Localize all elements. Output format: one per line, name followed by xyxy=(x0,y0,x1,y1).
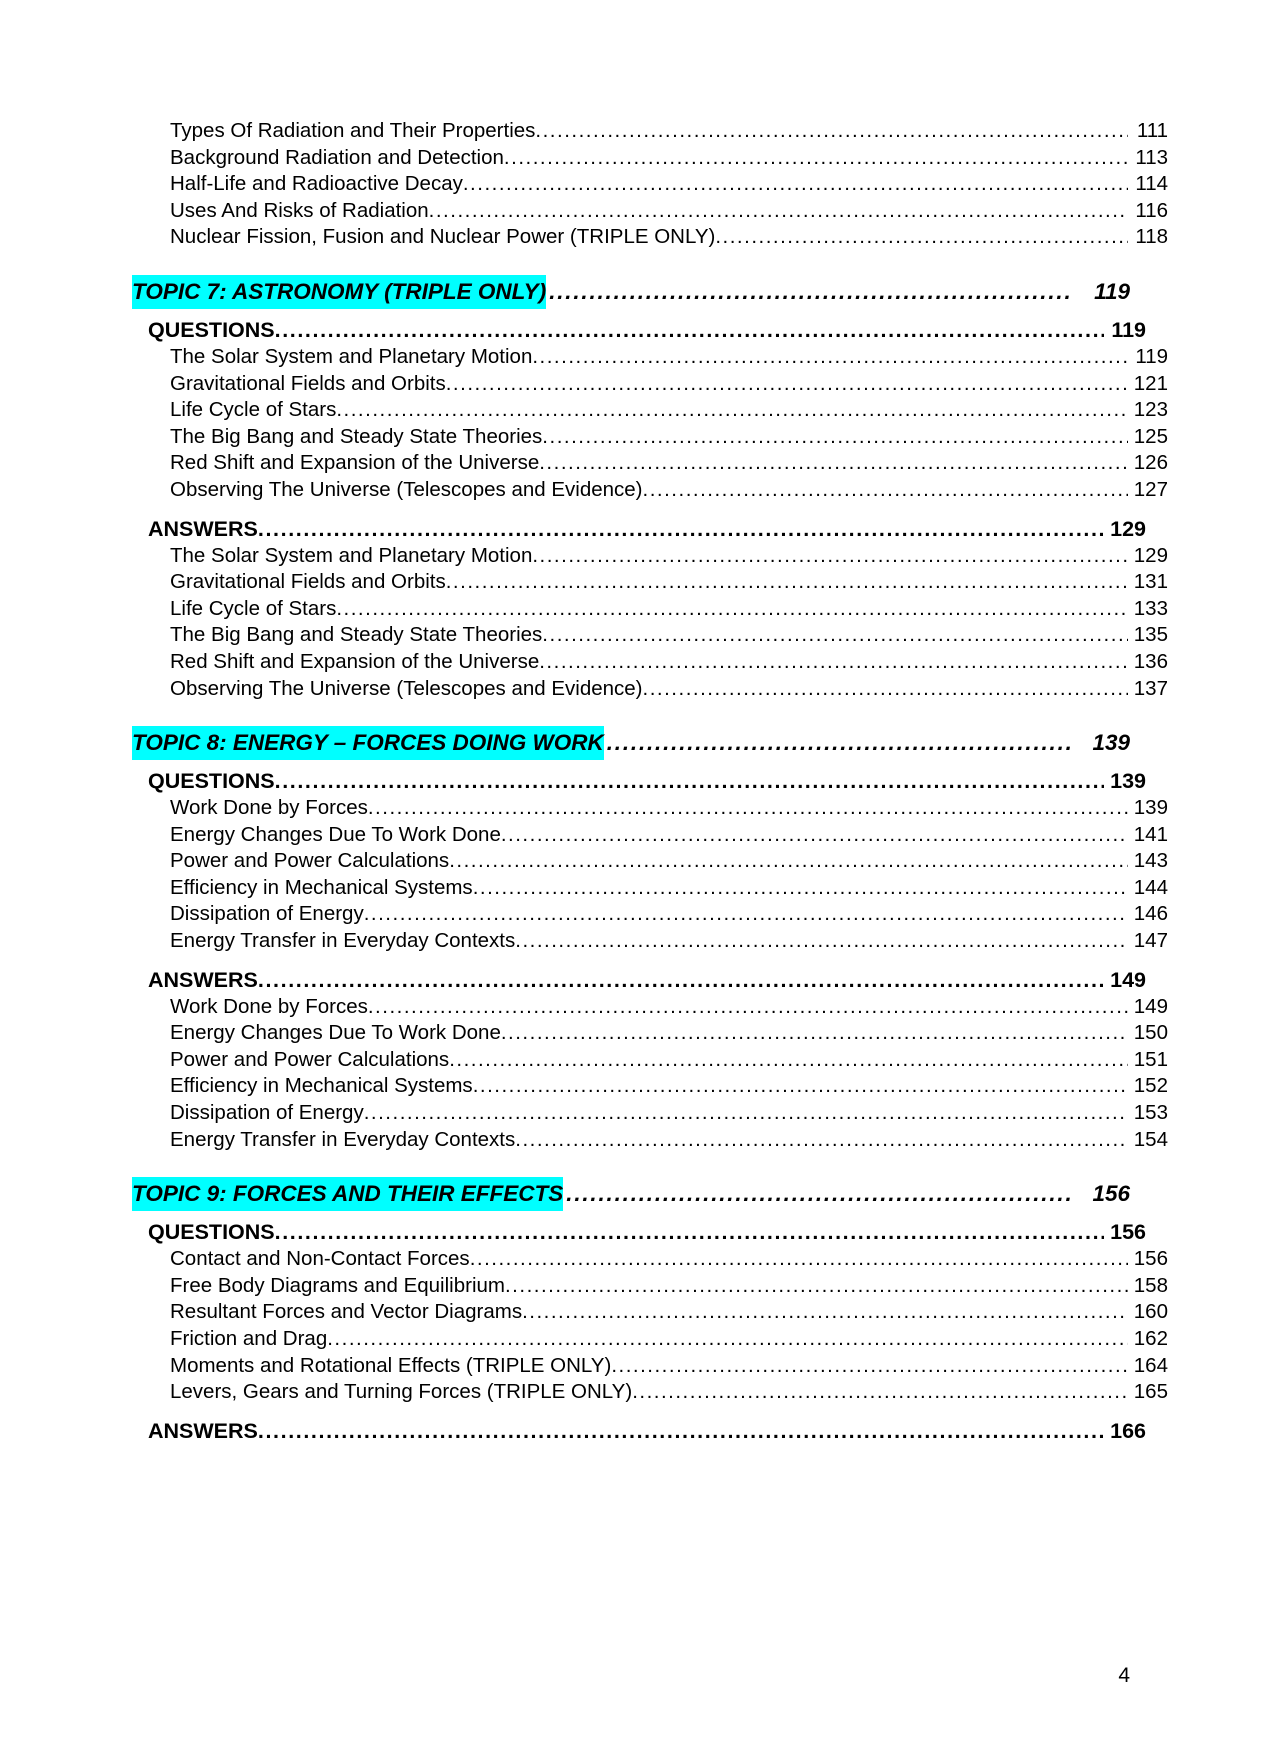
toc-entry-label: Efficiency in Mechanical Systems xyxy=(170,875,473,899)
toc-entry-page: 135 xyxy=(1133,623,1168,647)
toc-entry[interactable] xyxy=(132,1326,1168,1353)
toc-entry[interactable] xyxy=(132,848,1168,875)
toc-entry-label: Red Shift and Expansion of the Universe xyxy=(170,649,540,673)
toc-entry-label: The Big Bang and Steady State Theories xyxy=(170,424,543,448)
dot-leader xyxy=(364,1100,1128,1121)
toc-section-label: QUESTIONS xyxy=(148,1220,275,1245)
toc-entry-page: 152 xyxy=(1133,1074,1168,1098)
toc-entry[interactable] xyxy=(132,901,1168,928)
spacer xyxy=(132,1153,1130,1177)
dot-leader xyxy=(364,901,1128,922)
toc-section-page: 119 xyxy=(1111,317,1146,342)
toc-entry[interactable] xyxy=(132,1100,1168,1127)
dot-leader xyxy=(258,966,1104,988)
toc-section-heading[interactable] xyxy=(132,1417,1146,1445)
toc-entry[interactable] xyxy=(132,994,1168,1021)
toc-topic-page: 156 xyxy=(1092,1181,1130,1207)
toc-topic-label: TOPIC 8: ENERGY – FORCES DOING WORK xyxy=(132,726,604,760)
toc-entry[interactable] xyxy=(132,224,1168,251)
dot-leader xyxy=(504,145,1128,166)
dot-leader xyxy=(429,198,1128,219)
toc-entry-label: Levers, Gears and Turning Forces (TRIPLE ONLY) xyxy=(170,1380,633,1404)
dot-leader xyxy=(473,1073,1128,1094)
toc-entry-page: 126 xyxy=(1133,451,1168,475)
toc-topic-label: TOPIC 7: ASTRONOMY (TRIPLE ONLY) xyxy=(132,275,546,309)
toc-entry-label: Energy Transfer in Everyday Contexts xyxy=(170,929,516,953)
toc-entry-label: Dissipation of Energy xyxy=(170,902,364,926)
toc-entry-label: Life Cycle of Stars xyxy=(170,596,337,620)
toc-section-page: 149 xyxy=(1110,967,1146,992)
toc-entry[interactable] xyxy=(132,118,1168,145)
toc-entry[interactable] xyxy=(132,344,1168,371)
toc-section-page: 166 xyxy=(1110,1418,1146,1443)
toc-entry-page: 160 xyxy=(1133,1300,1168,1324)
toc-entry-page: 147 xyxy=(1133,929,1168,953)
toc-section-heading[interactable] xyxy=(132,515,1146,543)
toc-entry[interactable] xyxy=(132,171,1168,198)
toc-section-label: QUESTIONS xyxy=(148,769,275,794)
toc-entry[interactable] xyxy=(132,622,1168,649)
toc-entry-label: Work Done by Forces xyxy=(170,994,368,1018)
dot-leader xyxy=(470,1246,1128,1267)
dot-leader xyxy=(532,344,1128,365)
toc-entry[interactable] xyxy=(132,649,1168,676)
toc-entry-page: 165 xyxy=(1133,1380,1168,1404)
dot-leader xyxy=(473,875,1128,896)
toc-entry-label: Resultant Forces and Vector Diagrams xyxy=(170,1300,523,1324)
toc-entry-page: 129 xyxy=(1133,543,1168,567)
toc-entry-label: Work Done by Forces xyxy=(170,796,368,820)
toc-entry-label: Observing The Universe (Telescopes and Evidence) xyxy=(170,477,643,501)
spacer xyxy=(132,504,1130,515)
toc-entry[interactable] xyxy=(132,1127,1168,1154)
toc-entry[interactable] xyxy=(132,1246,1168,1273)
dot-leader xyxy=(643,477,1128,498)
spacer xyxy=(132,1406,1130,1417)
toc-section-heading[interactable] xyxy=(132,1218,1146,1246)
spacer xyxy=(132,251,1130,275)
toc-entry[interactable] xyxy=(132,145,1168,172)
toc-entry-page: 149 xyxy=(1133,994,1168,1018)
dot-leader xyxy=(275,1218,1104,1240)
dot-leader xyxy=(449,848,1128,869)
toc-entry-page: 154 xyxy=(1133,1127,1168,1151)
dot-leader xyxy=(258,515,1104,537)
toc-entry-label: The Solar System and Planetary Motion xyxy=(170,344,533,368)
toc-entry-page: 131 xyxy=(1133,570,1168,594)
toc-entry[interactable] xyxy=(132,371,1168,398)
spacer xyxy=(132,702,1130,726)
toc-entry-label: Observing The Universe (Telescopes and Evidence) xyxy=(170,676,643,700)
toc-topic-label: TOPIC 9: FORCES AND THEIR EFFECTS xyxy=(132,1177,563,1211)
dot-leader xyxy=(449,1047,1128,1068)
toc-entry-page: 162 xyxy=(1133,1327,1168,1350)
dot-leader xyxy=(275,767,1104,789)
toc-entry[interactable] xyxy=(132,875,1168,902)
dot-leader xyxy=(532,543,1128,564)
toc-entry-label: Red Shift and Expansion of the Universe xyxy=(170,451,540,475)
dot-leader xyxy=(604,728,1072,751)
toc-section-label: ANSWERS xyxy=(148,967,258,992)
toc-entry-page: 144 xyxy=(1133,875,1168,899)
dot-leader xyxy=(327,1326,1128,1347)
dot-leader xyxy=(336,397,1128,418)
toc-entry-label: Types Of Radiation and Their Properties xyxy=(170,119,536,142)
toc-entry-label: Moments and Rotational Effects (TRIPLE ONLY) xyxy=(170,1353,612,1377)
toc-section-heading[interactable] xyxy=(132,767,1146,795)
dot-leader xyxy=(446,371,1128,392)
dot-leader xyxy=(715,224,1128,245)
dot-leader xyxy=(505,1273,1128,1294)
toc-entry[interactable] xyxy=(132,397,1168,424)
dot-leader xyxy=(563,1179,1072,1202)
toc-entry-page: 156 xyxy=(1133,1247,1168,1271)
toc-entry-label: Power and Power Calculations xyxy=(170,1047,450,1071)
toc-entry[interactable] xyxy=(132,1020,1168,1047)
toc-topic-heading[interactable] xyxy=(132,275,1130,305)
toc-entry-label: Dissipation of Energy xyxy=(170,1101,364,1125)
dot-leader xyxy=(546,277,1072,300)
toc-entry-page: 150 xyxy=(1133,1021,1168,1045)
dot-leader xyxy=(522,1299,1128,1320)
dot-leader xyxy=(611,1353,1128,1374)
toc-entry[interactable] xyxy=(132,676,1168,703)
toc-entry-page: 114 xyxy=(1135,172,1168,196)
toc-entry-page: 137 xyxy=(1133,676,1168,700)
toc-entry-label: Friction and Drag xyxy=(170,1327,328,1350)
dot-leader xyxy=(539,649,1128,670)
toc-section-page: 139 xyxy=(1110,769,1146,794)
dot-leader xyxy=(632,1379,1128,1400)
toc-entry-label: Contact and Non-Contact Forces xyxy=(170,1247,470,1271)
toc-topic-page: 139 xyxy=(1092,730,1130,756)
toc-entry[interactable] xyxy=(132,477,1168,504)
toc-entry[interactable] xyxy=(132,1379,1168,1406)
page-number-folio: 4 xyxy=(1118,1664,1130,1687)
toc-entry[interactable] xyxy=(132,1073,1168,1100)
toc-entry-page: 158 xyxy=(1133,1273,1168,1297)
toc-entry[interactable] xyxy=(132,1273,1168,1300)
toc-section-label: QUESTIONS xyxy=(148,317,275,342)
dot-leader xyxy=(643,676,1128,697)
toc-entry[interactable] xyxy=(132,1047,1168,1074)
dot-leader xyxy=(501,822,1128,843)
toc-entry-label: Efficiency in Mechanical Systems xyxy=(170,1074,473,1098)
dot-leader xyxy=(368,795,1128,816)
dot-leader xyxy=(542,622,1128,643)
toc-entry-page: 141 xyxy=(1133,822,1168,846)
toc-entry[interactable] xyxy=(132,1353,1168,1380)
toc-entry-label: Nuclear Fission, Fusion and Nuclear Power (TRIPLE ONLY) xyxy=(170,225,716,249)
toc-entry-page: 121 xyxy=(1133,371,1168,395)
toc-entry-page: 113 xyxy=(1135,145,1168,169)
dot-leader xyxy=(275,316,1104,338)
dot-leader xyxy=(542,424,1128,445)
toc-entry-label: Life Cycle of Stars xyxy=(170,398,337,422)
dot-leader xyxy=(258,1417,1104,1439)
toc-entry-page: 136 xyxy=(1133,649,1168,673)
dot-leader xyxy=(446,569,1128,590)
toc-entry[interactable] xyxy=(132,543,1168,570)
toc-entry-page: 139 xyxy=(1133,796,1168,820)
toc-entry[interactable] xyxy=(132,822,1168,849)
toc-entry[interactable] xyxy=(132,795,1168,822)
toc-topic-heading[interactable] xyxy=(132,726,1130,756)
toc-section-page: 156 xyxy=(1110,1220,1146,1245)
toc-entry-label: Background Radiation and Detection xyxy=(170,145,504,169)
toc-entry-page: 119 xyxy=(1135,344,1168,368)
toc-entry-page: 164 xyxy=(1133,1353,1168,1377)
toc-section-heading[interactable] xyxy=(132,966,1146,994)
dot-leader xyxy=(336,596,1128,617)
toc-entry-label: Energy Changes Due To Work Done xyxy=(170,1021,501,1045)
toc-entry-label: The Big Bang and Steady State Theories xyxy=(170,623,543,647)
toc-entry-label: Gravitational Fields and Orbits xyxy=(170,371,446,395)
toc-entry-label: Energy Changes Due To Work Done xyxy=(170,822,501,846)
toc-entry-page: 118 xyxy=(1135,225,1168,249)
toc-section-page: 129 xyxy=(1110,516,1146,541)
toc-entry-page: 143 xyxy=(1133,849,1168,873)
toc-topic-page: 119 xyxy=(1094,278,1130,304)
table-of-contents xyxy=(132,118,1168,1445)
toc-entry-label: Uses And Risks of Radiation xyxy=(170,198,429,222)
toc-entry[interactable] xyxy=(132,424,1168,451)
toc-entry-page: 146 xyxy=(1133,902,1168,926)
toc-entry-label: Gravitational Fields and Orbits xyxy=(170,570,446,594)
toc-entry-label: The Solar System and Planetary Motion xyxy=(170,543,533,567)
toc-entry-label: Half-Life and Radioactive Decay xyxy=(170,172,463,196)
toc-entry-page: 133 xyxy=(1133,596,1168,620)
toc-entry-label: Power and Power Calculations xyxy=(170,849,450,873)
toc-topic-heading[interactable] xyxy=(132,1177,1130,1207)
toc-section-heading[interactable] xyxy=(132,316,1146,344)
dot-leader xyxy=(535,118,1128,139)
toc-entry-page: 153 xyxy=(1133,1101,1168,1125)
toc-entry-page: 111 xyxy=(1136,119,1168,142)
dot-leader xyxy=(515,1127,1128,1148)
toc-section-label: ANSWERS xyxy=(148,516,258,541)
toc-entry[interactable] xyxy=(132,928,1168,955)
dot-leader xyxy=(463,171,1128,192)
dot-leader xyxy=(501,1020,1128,1041)
toc-entry-page: 123 xyxy=(1133,398,1168,422)
toc-entry-page: 127 xyxy=(1133,477,1168,501)
toc-entry[interactable] xyxy=(132,198,1168,225)
dot-leader xyxy=(539,450,1128,471)
toc-entry-label: Free Body Diagrams and Equilibrium xyxy=(170,1273,505,1297)
toc-entry[interactable] xyxy=(132,450,1168,477)
toc-entry-page: 116 xyxy=(1135,198,1168,222)
dot-leader xyxy=(515,928,1128,949)
toc-entry[interactable] xyxy=(132,569,1168,596)
toc-entry-page: 125 xyxy=(1133,424,1168,448)
toc-entry-page: 151 xyxy=(1133,1047,1168,1071)
dot-leader xyxy=(368,994,1128,1015)
toc-entry[interactable] xyxy=(132,596,1168,623)
toc-entry-label: Energy Transfer in Everyday Contexts xyxy=(170,1127,516,1151)
spacer xyxy=(132,955,1130,966)
toc-entry[interactable] xyxy=(132,1299,1168,1326)
toc-section-label: ANSWERS xyxy=(148,1418,258,1443)
